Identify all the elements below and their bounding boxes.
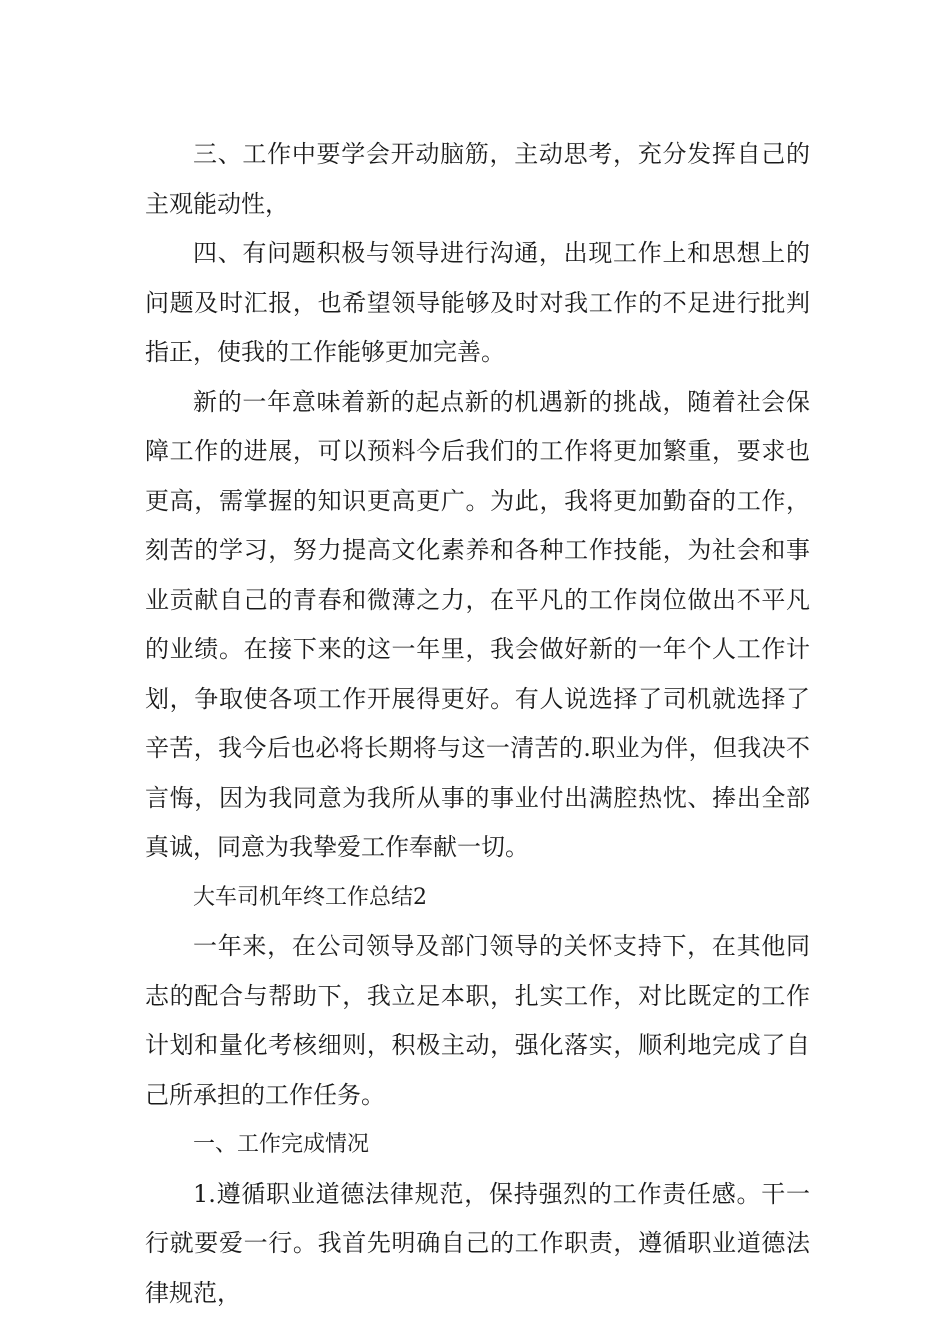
paragraph-new-year-outlook: 新的一年意味着新的起点新的机遇新的挑战，随着社会保障工作的进展，可以预料今后我们的工作将更加繁重，要求也更高，需掌握的知识更高更广。为此，我将更加勤奋的工作，刻苦的学习，努力提高文化素养和各种工作技能，为社会和事业贡献自己的青春和微薄之力，在平凡的工作岗位做出不平凡的业绩。在接下来的这一年里，我会做好新的一年个人工作计划，争取使各项工作开展得更好。有人说选择了司机就选择了辛苦，我今后也必将长期将与这一清苦的.职业为伴，但我决不言悔，因为我同意为我所从事的事业付出满腔热忱、捧出全部真诚，同意为我挚爱工作奉献一切。	[145, 387, 810, 861]
paragraph-year-overview: 一年来，在公司领导及部门领导的关怀支持下，在其他同志的配合与帮助下，我立足本职，扎实工作，对比既定的工作计划和量化考核细则，积极主动，强化落实，顺利地完成了自己所承担的工作任务。	[145, 932, 810, 1109]
section-heading-work-completion: 一、工作完成情况	[193, 1132, 370, 1157]
document-body	[145, 130, 810, 1318]
paragraph-3-problem-solving: 三、工作中要学会开动脑筋，主动思考，充分发挥自己的主观能动性，	[145, 140, 810, 218]
paragraph-item-1-ethics: 1.遵循职业道德法律规范，保持强烈的工作责任感。干一行就要爱一行。我首先明确自己的工作职责，遵循职业道德法律规范，	[145, 1179, 810, 1307]
paragraph-4-communication: 四、有问题积极与领导进行沟通，出现工作上和思想上的问题及时汇报，也希望领导能够及时对我工作的不足进行批判指正，使我的工作能够更加完善。	[145, 239, 810, 366]
section-title-summary-2: 大车司机年终工作总结2	[193, 884, 427, 910]
